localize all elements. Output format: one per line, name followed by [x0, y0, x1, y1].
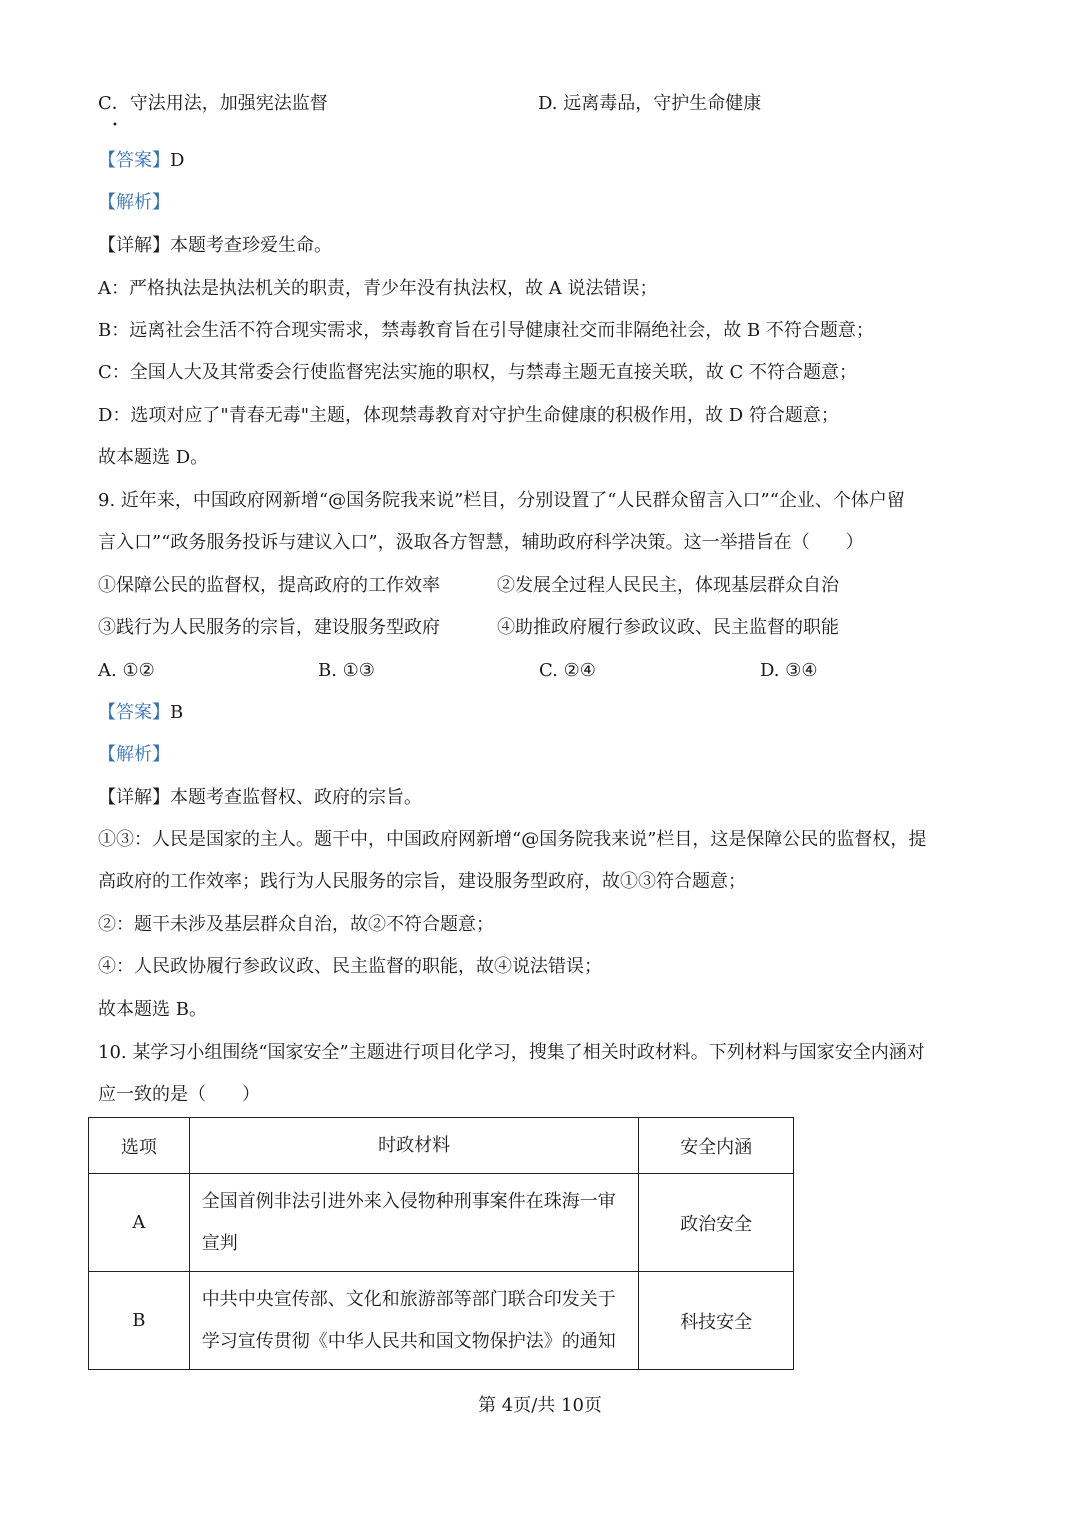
row-meaning: 科技安全 [639, 1272, 794, 1370]
page-footer: 第 4页/共 10页 [478, 1395, 602, 1416]
q9-conclusion: 故本题选 B。 [98, 999, 207, 1020]
q9-option-b: B. ①③ [318, 660, 375, 681]
row-material: 中共中央宣传部、文化和旅游部等部门联合印发关于学习宣传贯彻《中华人民共和国文物保护法》的通知 [189, 1272, 639, 1370]
q9-statement-1: ①保障公民的监督权，提高政府的工作效率 [98, 575, 440, 596]
row-meaning: 政治安全 [639, 1174, 794, 1272]
row-option: A [89, 1174, 190, 1272]
q8-line-a: A：严格执法是执法机关的职责，青少年没有执法权，故 A 说法错误； [98, 278, 658, 299]
answer-tag: 【答案】 [98, 702, 170, 723]
q9-line-1: ①③：人民是国家的主人。题干中，中国政府网新增“@国务院我来说”栏目，这是保障公民的监督权，提 [98, 829, 927, 850]
q9-detail: 【详解】本题考查监督权、政府的宗旨。 [98, 787, 422, 808]
q9-option-a: A. ①② [98, 660, 155, 681]
q8-line-c: C：全国人大及其常委会行使监督宪法实施的职权，与禁毒主题无直接关联，故 C 不符合题意； [98, 362, 857, 383]
answer-value: B [170, 702, 184, 723]
q8-conclusion: 故本题选 D。 [98, 447, 209, 468]
answer-value: D [170, 150, 185, 171]
q9-statement-3: ③践行为人民服务的宗旨，建设服务型政府 [98, 617, 440, 638]
q9-line-2: 高政府的工作效率；践行为人民服务的宗旨，建设服务型政府，故①③符合题意； [98, 871, 746, 892]
table-row [89, 1174, 794, 1272]
option-c: C．守法用法，加强宪法监督 [98, 93, 328, 114]
q9-stem-line1: 9. 近年来，中国政府网新增“@国务院我来说”栏目，分别设置了“人民群众留言入口”“企业、个体户留 [98, 490, 905, 511]
q9-statement-2: ②发展全过程人民民主，体现基层群众自治 [497, 575, 839, 596]
q8-detail: 【详解】本题考查珍爱生命。 [98, 235, 332, 256]
q10-stem-line1: 10. 某学习小组围绕“国家安全”主题进行项目化学习，搜集了相关时政材料。下列材料与国家安全内涵对 [98, 1042, 925, 1063]
q9-line-4: ④：人民政协履行参政议政、民主监督的职能，故④说法错误； [98, 956, 602, 977]
header-meaning: 安全内涵 [639, 1118, 794, 1174]
q8-line-b: B：远离社会生活不符合现实需求，禁毒教育旨在引导健康社交而非隔绝社会，故 B 不符合题意； [98, 320, 874, 341]
mark-dot: • [112, 120, 118, 131]
q8-answer [98, 148, 184, 174]
material-table [88, 1117, 794, 1370]
row-material: 全国首例非法引进外来入侵物种刑事案件在珠海一审宣判 [189, 1174, 639, 1272]
option-d: D. 远离毒品，守护生命健康 [538, 93, 762, 114]
table-header-row [89, 1118, 794, 1174]
header-material: 时政材料 [189, 1118, 639, 1174]
q9-statement-4: ④助推政府履行参政议政、民主监督的职能 [497, 617, 839, 638]
row-option: B [89, 1272, 190, 1370]
q9-stem-line2: 言入口”“政务服务投诉与建议入口”，汲取各方智慧，辅助政府科学决策。这一举措旨在（ ） [98, 532, 864, 553]
q8-analysis-tag: 【解析】 [98, 192, 170, 213]
q9-option-d: D. ③④ [760, 660, 818, 681]
table-row [89, 1272, 794, 1370]
q9-analysis-tag: 【解析】 [98, 744, 170, 765]
q9-answer [98, 700, 183, 726]
header-option: 选项 [89, 1118, 190, 1174]
q8-line-d: D：选项对应了"青春无毒"主题，体现禁毒教育对守护生命健康的积极作用，故 D 符合题意； [98, 405, 839, 426]
answer-tag: 【答案】 [98, 150, 170, 171]
q10-stem-line2: 应一致的是（ ） [98, 1084, 260, 1105]
q9-line-3: ②：题干未涉及基层群众自治，故②不符合题意； [98, 914, 494, 935]
q9-option-c: C. ②④ [539, 660, 596, 681]
